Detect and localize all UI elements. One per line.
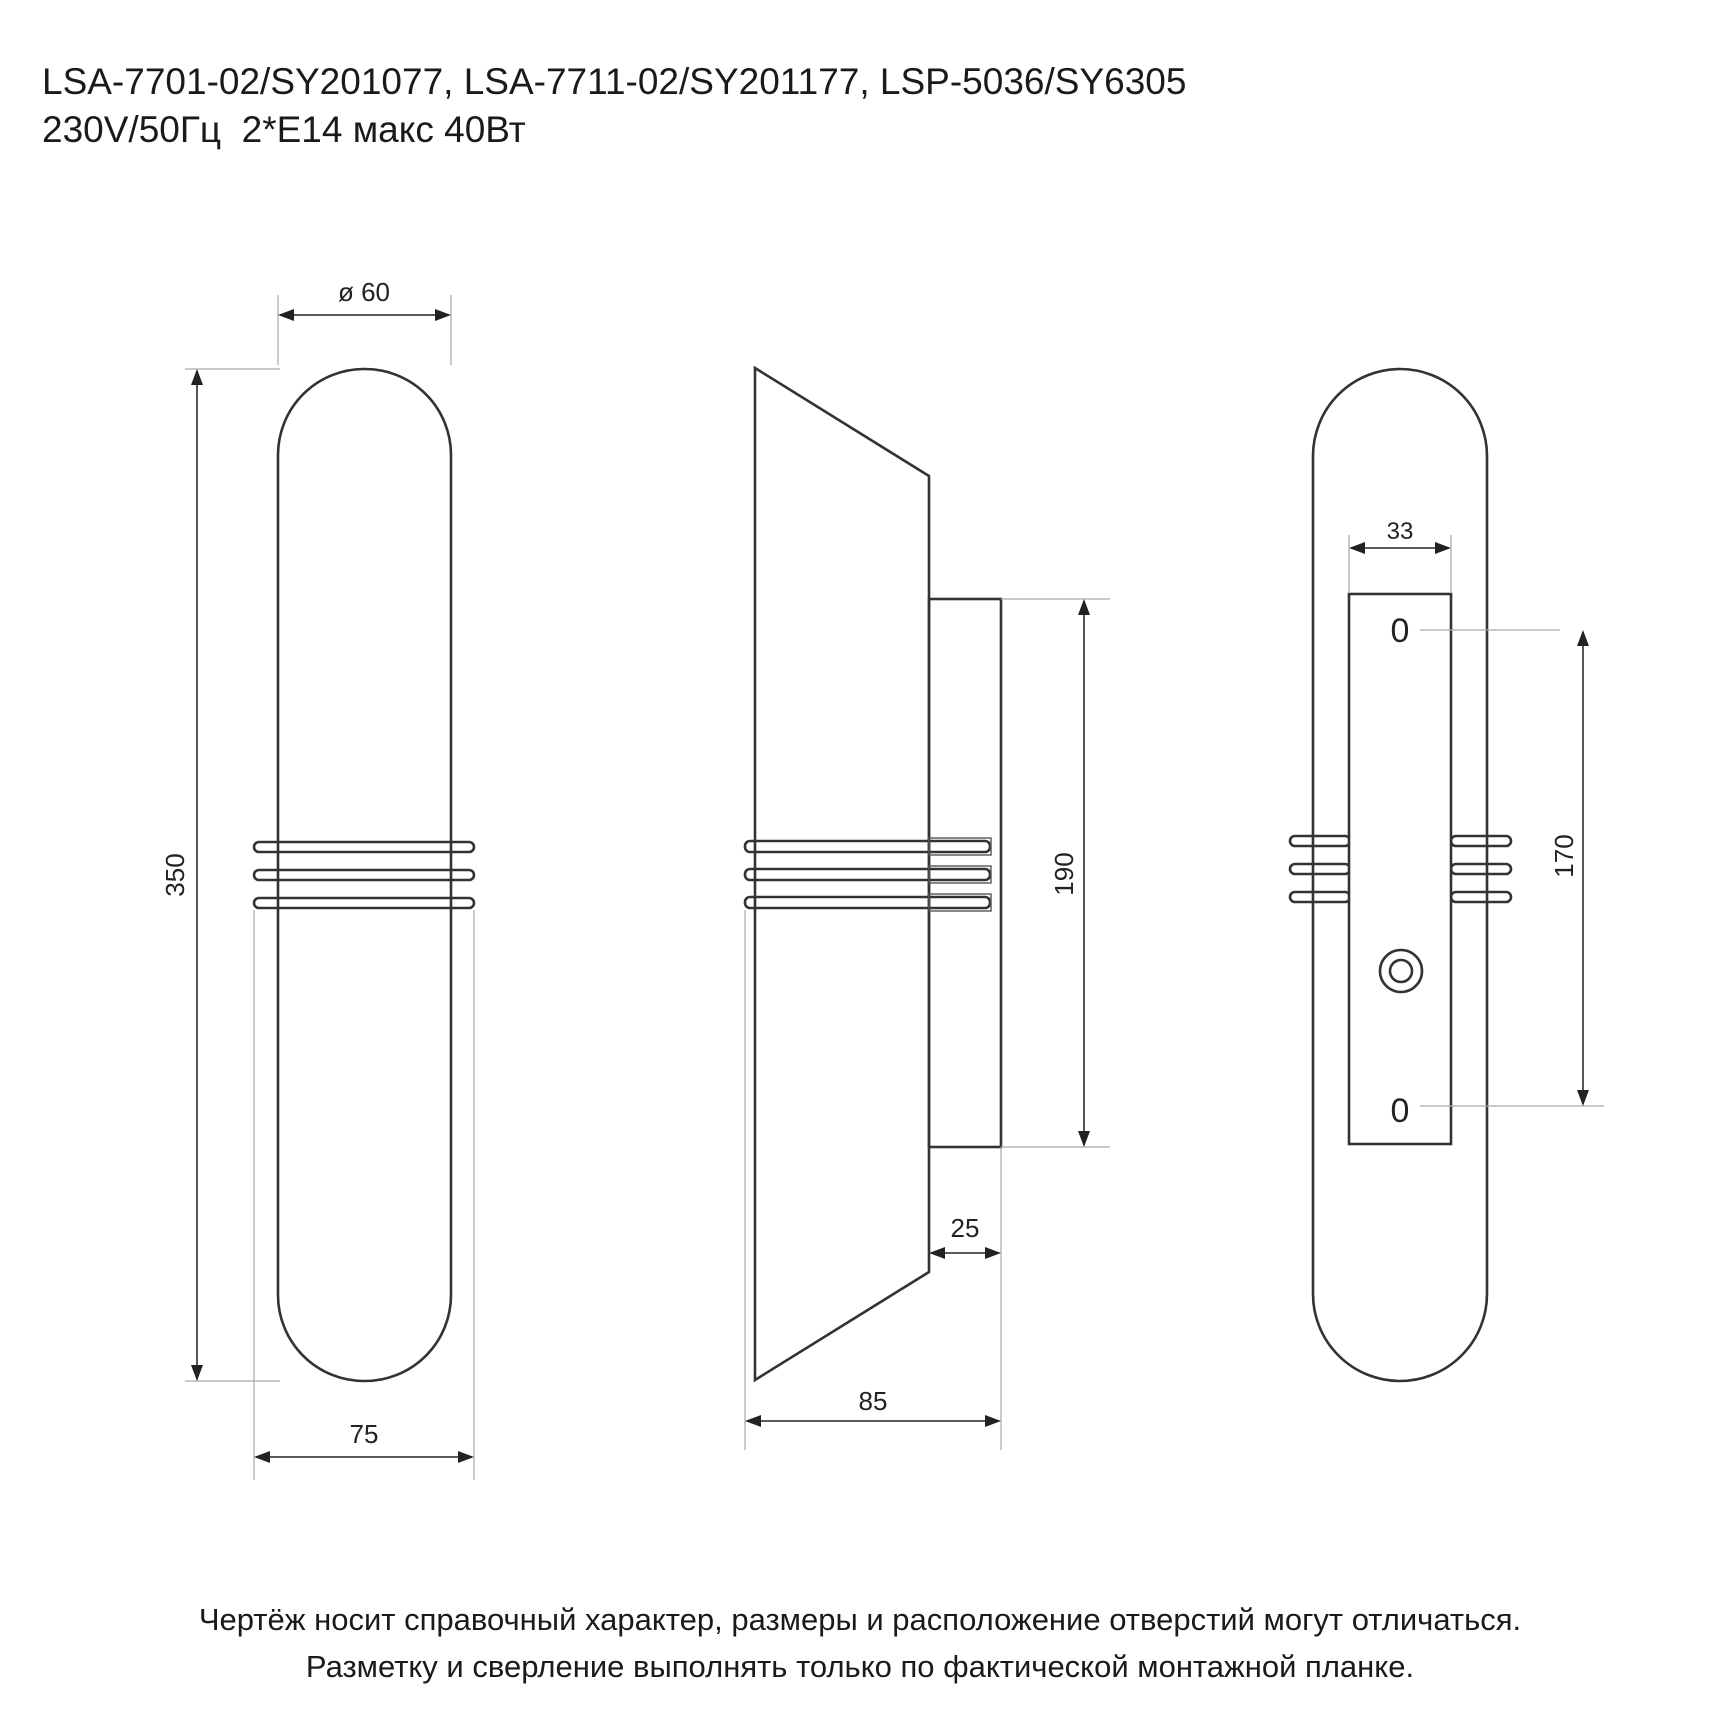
dim-front-width-label: 75 bbox=[349, 1419, 379, 1449]
dim-side-base-depth bbox=[929, 1147, 1001, 1265]
dim-front-width bbox=[254, 910, 474, 1480]
model-title: LSA-7701-02/SY201077, LSA-7711-02/SY201177, LSP-5036/SY6305 bbox=[42, 61, 1187, 102]
mounting-hole-top: 0 bbox=[1390, 612, 1410, 650]
back-ring-left-2 bbox=[1290, 864, 1350, 874]
dim-back-plate-width bbox=[1349, 518, 1451, 592]
dim-front-diameter bbox=[278, 277, 451, 365]
dim-front-height-label: 350 bbox=[160, 853, 190, 897]
side-rings bbox=[745, 838, 991, 911]
back-ring-right-3 bbox=[1451, 892, 1511, 902]
back-view bbox=[1290, 369, 1604, 1381]
back-ring-right-2 bbox=[1451, 864, 1511, 874]
side-view bbox=[745, 368, 1110, 1450]
mounting-plate bbox=[1349, 594, 1451, 1144]
electrical-spec: 230V/50Гц 2*E14 макс 40Вт bbox=[42, 109, 526, 150]
front-ring-1 bbox=[254, 842, 474, 852]
side-ring-1 bbox=[745, 841, 990, 852]
dim-side-depth bbox=[745, 910, 1001, 1450]
side-ring-3 bbox=[745, 897, 990, 908]
disclaimer-line-2: Разметку и сверление выполнять только по фактической монтажной планке. bbox=[305, 1649, 1415, 1684]
dim-front-diameter-label: ø 60 bbox=[337, 277, 391, 307]
front-ring-3 bbox=[254, 898, 474, 908]
back-ring-right-1 bbox=[1451, 836, 1511, 846]
disclaimer-line-1: Чертёж носит справочный характер, размеры и расположение отверстий могут отличаться. bbox=[198, 1602, 1522, 1637]
back-ring-left-3 bbox=[1290, 892, 1350, 902]
back-ring-left-1 bbox=[1290, 836, 1350, 846]
dim-side-base-depth-label: 25 bbox=[950, 1213, 980, 1243]
front-shade bbox=[278, 369, 451, 1381]
dim-side-depth-label: 85 bbox=[858, 1386, 888, 1416]
front-ring-2 bbox=[254, 870, 474, 880]
side-ring-2 bbox=[745, 869, 990, 880]
dim-front-height bbox=[160, 369, 280, 1381]
dim-back-hole-spacing-label: 170 bbox=[1549, 834, 1579, 878]
disclaimer bbox=[0, 1596, 1720, 1690]
mounting-hole-bottom: 0 bbox=[1390, 1092, 1410, 1130]
dim-side-base-height-label: 190 bbox=[1049, 852, 1079, 896]
side-shade bbox=[755, 368, 929, 1380]
dim-side-base-height bbox=[1001, 599, 1110, 1147]
front-view bbox=[160, 277, 474, 1480]
dim-back-plate-width-label: 33 bbox=[1386, 518, 1414, 545]
front-rings bbox=[254, 842, 474, 908]
